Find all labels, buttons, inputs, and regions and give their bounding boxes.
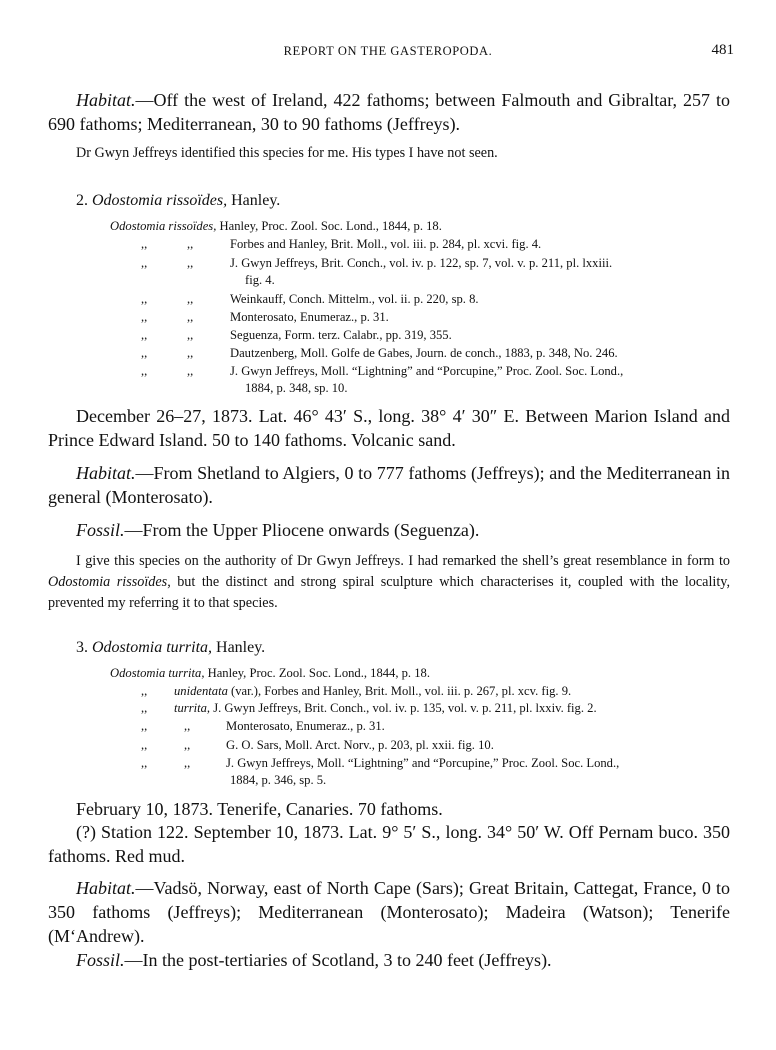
ditto-mark: ,,: [141, 292, 148, 306]
synonym-row: [0, 309, 776, 326]
ditto-mark: ,,: [187, 292, 194, 306]
ditto-mark: ,,: [141, 328, 148, 342]
species-3-heading: [76, 637, 758, 659]
synonym-first-3: [110, 665, 730, 682]
species-3-station-2: (?) Station 122. September 10, 1873. Lat. 9° 5′ S., long. 34° 50′ W. Off Pernam buco. 350 fathoms. Red mud.: [48, 822, 730, 866]
synonym-text: J. Gwyn Jeffreys, Brit. Conch., vol. iv. p. 122, sp. 7, vol. v. p. 211, pl. lxxiii.: [230, 256, 613, 270]
synonym-text: 1884, p. 346, sp. 5.: [230, 773, 327, 787]
synonym-row: [0, 772, 776, 789]
ditto-mark: ,,: [141, 364, 148, 378]
ditto-mark: ,,: [187, 237, 194, 251]
synonym-row: [0, 737, 776, 754]
synonym-text: Seguenza, Form. terz. Calabr., pp. 319, 355.: [230, 328, 452, 342]
synonym-ref: (var.), Forbes and Hanley, Brit. Moll., vol. iii. p. 267, pl. xcv. fig. 9.: [231, 684, 572, 698]
synonym-ref: J. Gwyn Jeffreys, Brit. Conch., vol. iv. p. 135, vol. v. p. 211, pl. lxxiv. fig. 2.: [213, 701, 597, 715]
ditto-mark: ,,: [187, 328, 194, 342]
synonym-row: [0, 327, 776, 344]
species-name: Odostomia turrita,: [92, 639, 213, 656]
synonym-ref: Hanley, Proc. Zool. Soc. Lond., 1844, p. 18.: [219, 219, 442, 233]
habitat-label: Habitat.: [76, 90, 136, 110]
synonym-row: [0, 236, 776, 253]
synonym-row: [0, 718, 776, 735]
synonym-row: [0, 255, 776, 272]
note-text: , but the distinct and strong spiral sculpture which characterises it, coupled with the locality, prevented my referring it to that species.: [48, 574, 730, 611]
synonym-row: [0, 755, 776, 772]
ditto-mark: ,,: [141, 237, 148, 251]
synonym-text: fig. 4.: [245, 273, 275, 287]
intro-note: Dr Gwyn Jeffreys identified this species for me. His types I have not seen.: [76, 145, 498, 161]
species-number: 2.: [76, 192, 88, 209]
species-3-station-1: February 10, 1873. Tenerife, Canaries. 70 fathoms.: [76, 799, 443, 819]
species-number: 3.: [76, 639, 88, 656]
synonym-row: [0, 380, 776, 397]
ditto-mark: ,,: [184, 738, 191, 752]
ditto-mark: ,,: [141, 719, 148, 733]
fossil-text: —In the post-tertiaries of Scotland, 3 to 240 feet (Jeffreys).: [124, 950, 552, 970]
ditto-mark: ,,: [141, 346, 148, 360]
ditto-mark: ,,: [141, 738, 148, 752]
synonym-text: Forbes and Hanley, Brit. Moll., vol. iii. p. 284, pl. xcvi. fig. 4.: [230, 237, 542, 251]
synonym-ref: Hanley, Proc. Zool. Soc. Lond., 1844, p. 18.: [207, 666, 430, 680]
habitat-text: —Off the west of Ireland, 422 fathoms; between Falmouth and Gibraltar, 257 to 690 fathoms; Mediterranean, 30 to 90 fathoms (Jeffreys).: [48, 90, 730, 134]
synonym-text: Monterosato, Enumeraz., p. 31.: [230, 310, 389, 324]
species-name: Odostomia rissoïdes,: [92, 192, 228, 209]
fossil-text: —From the Upper Pliocene onwards (Seguenza).: [124, 520, 480, 540]
ditto-mark: ,,: [184, 719, 191, 733]
synonym-first-2: [110, 218, 730, 235]
synonym-name: turrita,: [174, 701, 211, 715]
running-title: REPORT ON THE GASTEROPODA.: [283, 44, 493, 58]
synonym-text: Weinkauff, Conch. Mittelm., vol. ii. p. 220, sp. 8.: [230, 292, 479, 306]
habitat-label: Habitat.: [76, 878, 136, 898]
species-2-habitat: [48, 461, 730, 509]
ditto-mark: ,,: [184, 756, 191, 770]
synonym-name: unidentata: [174, 684, 228, 698]
species-3-fossil: [48, 948, 730, 972]
synonym-text: Dautzenberg, Moll. Golfe de Gabes, Journ. de conch., 1883, p. 348, No. 246.: [230, 346, 618, 360]
species-3-habitat: [48, 876, 730, 948]
synonym-row: [0, 700, 776, 717]
synonym-text: 1884, p. 348, sp. 10.: [245, 381, 348, 395]
species-2-note: [48, 551, 730, 614]
note-text: I give this species on the authority of Dr Gwyn Jeffreys. I had remarked the shell’s great resemblance in form to: [76, 553, 730, 569]
ditto-mark: ,,: [187, 364, 194, 378]
species-2-heading: [76, 190, 758, 212]
ditto-mark: ,,: [187, 346, 194, 360]
synonym-text: [174, 683, 734, 700]
ditto-mark: ,,: [141, 310, 148, 324]
running-head: [0, 44, 776, 64]
synonym-text: J. Gwyn Jeffreys, Moll. “Lightning” and “Porcupine,” Proc. Zool. Soc. Lond.,: [226, 756, 620, 770]
ditto-mark: ,,: [141, 701, 148, 715]
species-author: Hanley.: [216, 639, 266, 656]
habitat-label: Habitat.: [76, 463, 136, 483]
page-number: 481: [711, 42, 734, 58]
synonym-text: G. O. Sars, Moll. Arct. Norv., p. 203, pl. xxii. fig. 10.: [226, 738, 494, 752]
species-2-station: December 26–27, 1873. Lat. 46° 43′ S., long. 38° 4′ 30″ E. Between Marion Island and Prince Edward Island. 50 to 140 fathoms. Volcanic sand.: [48, 406, 730, 450]
synonym-name: Odostomia turrita,: [110, 666, 205, 680]
ditto-mark: ,,: [187, 310, 194, 324]
habitat-text: —Vadsö, Norway, east of North Cape (Sars); Great Britain, Cattegat, France, 0 to 350 fathoms (Jeffreys); Mediterranean (Monterosato); Madeira (Watson); Tenerife (M‘Andrew).: [48, 878, 730, 946]
fossil-label: Fossil.: [76, 520, 125, 540]
habitat-text: —From Shetland to Algiers, 0 to 777 fathoms (Jeffreys); and the Mediterranean in general (Monterosato).: [48, 463, 730, 507]
synonym-text: Monterosato, Enumeraz., p. 31.: [226, 719, 385, 733]
synonym-row: [0, 363, 776, 380]
fossil-label: Fossil.: [76, 950, 125, 970]
synonym-row: [0, 272, 776, 289]
ditto-mark: ,,: [141, 756, 148, 770]
synonym-text: J. Gwyn Jeffreys, Moll. “Lightning” and “Porcupine,” Proc. Zool. Soc. Lond.,: [230, 364, 624, 378]
synonym-name: Odostomia rissoïdes,: [110, 219, 217, 233]
synonym-row: [0, 683, 776, 700]
species-author: Hanley.: [231, 192, 281, 209]
ditto-mark: ,,: [141, 684, 148, 698]
note-italic: Odostomia rissoïdes: [48, 574, 168, 590]
synonym-row: [0, 345, 776, 362]
synonym-text: [174, 700, 734, 717]
ditto-mark: ,,: [141, 256, 148, 270]
intro-habitat: [48, 88, 730, 136]
synonym-row: [0, 291, 776, 308]
species-2-fossil: [48, 518, 730, 542]
ditto-mark: ,,: [187, 256, 194, 270]
